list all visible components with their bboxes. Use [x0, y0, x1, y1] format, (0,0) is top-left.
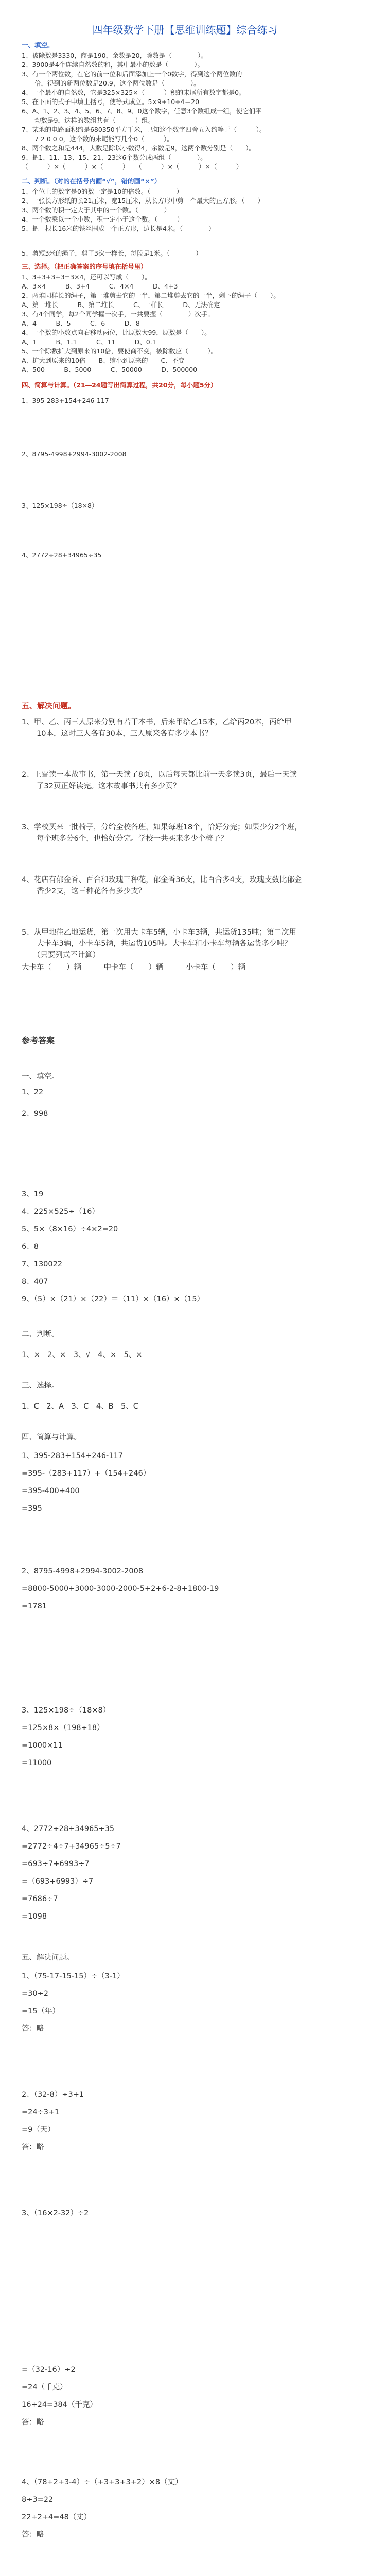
- answer-calc-step: =1781: [22, 1602, 47, 1611]
- judge-line: [22, 234, 351, 242]
- answer-judge-header: 二、判断。: [22, 1330, 59, 1338]
- section-judge-header: 二、判断。（对的在括号内画“√”，错的画“×”）: [22, 177, 161, 185]
- answer-solve-step: =（32-16）÷2: [22, 2366, 76, 2374]
- choice-line: A、3×4 B、3+4 C、4×4 D、4+3: [22, 282, 178, 290]
- answer-calc-step: =125×8×（198÷18）: [22, 1724, 104, 1732]
- answer-solve-header: 五、解决问题。: [22, 1954, 74, 1962]
- answer-calc-step: =395: [22, 1504, 42, 1513]
- choice-line: 4、一个数的小数点向右移动两位，比原数大99，原数是（ ）。: [22, 329, 211, 336]
- answer-solve-step: =30÷2: [22, 1990, 48, 1998]
- choice-line: A、500 B、5000 C、50000 D、500000: [22, 366, 198, 374]
- fill-line: 7 2 0 0 0，这个数的末尾能写几个0（ ）。: [22, 135, 173, 143]
- answer-fill-header: 一、填空。: [22, 1073, 59, 1081]
- answer-solve-step: 2、（32-8）÷3+1: [22, 2091, 84, 2099]
- solve-problem: 10本，这时三人各有30本，三人原来各有多少本书？: [22, 730, 213, 738]
- answer-solve-step: 8÷3=22: [22, 2496, 54, 2504]
- answer-calc-step: =1098: [22, 1912, 47, 1921]
- answer-calc-step: =（693+6993）÷7: [22, 1877, 94, 1886]
- choice-line: 3、有4个同学，每2个同学握一次手，一共要握（ ）次手。: [22, 310, 214, 318]
- answer-fill-item: 3、19: [22, 1190, 44, 1198]
- choice-line: 2、两堆同样长的绳子，第一堆剪去它的一半，第二堆剪去它的一半，剩下的绳子（ ）。: [22, 292, 280, 299]
- answer-calc-step: 4、2772÷28+34965÷35: [22, 1825, 115, 1833]
- solve-problem: 大卡车3辆，小卡车5辆，共运货105吨。大卡车和小卡车每辆各运货多少吨？: [22, 940, 292, 948]
- choice-line: 1、3+3+3+3=3×4，还可以写成（ ）。: [22, 273, 151, 281]
- solve-problem: 4、花店有郁金香、百合和玫瑰三种花，郁金香36支，比百合多4支，玫瑰支数比郁金: [22, 876, 302, 884]
- answer-fill-item: 4、225×525÷（16）: [22, 1208, 99, 1216]
- section-choice-header: 三、选择。（把正确答案的序号填在括号里）: [22, 263, 147, 270]
- choice-line: A、扩大到原来的10倍 B、缩小到原来的 C、不变: [22, 357, 185, 364]
- answer-solve-step: 答：略: [22, 2143, 44, 2151]
- answer-solve-step: 1、（75-17-15-15）÷（3-1）: [22, 1972, 125, 1980]
- fill-line: 均数是9，这样的数组共有（ ）组。: [22, 116, 154, 124]
- solve-problem: 了32页正好读完。这本故事书共有多少页？: [22, 782, 181, 790]
- solve-problem: 2、王雪读一本故事书，第一天读了8页，以后每天都比前一天多读3页，最后一天读: [22, 771, 297, 779]
- judge-line: 4、一个数乘以一个小数，积一定小于这个数。（ ）: [22, 215, 184, 223]
- answer-calc-step: 2、8795-4998+2994-3002-2008: [22, 1567, 144, 1575]
- answer-calc-step: =395-（283+117）+（154+246）: [22, 1469, 151, 1478]
- judge-line: 5、把一根长16米的铁丝围成一个正方形，边长是4米。（ ）: [22, 225, 215, 232]
- calc-problem: 4、2772÷28+34965÷35: [22, 551, 102, 559]
- answer-fill-item: 8、407: [22, 1278, 48, 1286]
- calc-problem: 3、125×198÷（18×8）: [22, 502, 98, 510]
- section-calc-header: 四、简算与计算。（21―24题写出简算过程，共20分，每小题5分）: [22, 381, 217, 389]
- answer-calc-step: 1、395-283+154+246-117: [22, 1452, 123, 1460]
- answer-solve-step: 答：略: [22, 2025, 44, 2033]
- solve-problem: 5、从甲地往乙地运货，第一次用大卡车5辆，小卡车3辆，共运货135吨；第二次用: [22, 928, 296, 937]
- answer-key-heading: 参考答案: [22, 1036, 55, 1045]
- fill-line: 1、被除数是3330，商是190，余数是20，除数是（ ）。: [22, 52, 207, 59]
- calc-problem: 1、395-283+154+246-117: [22, 397, 109, 404]
- choice-line: 5、一个除数扩大到原来的10倍，要使商不变，被除数应（ ）。: [22, 347, 218, 355]
- judge-line: 3、两个数的积一定大于其中的一个数。（ ）: [22, 206, 171, 214]
- fill-line: （ ）×（ ）×（ ）＝（ ）×（ ）×（ ）: [22, 163, 243, 171]
- fill-line: 9、把1、11、13、15、21、23这6个数分成两组（ ）。: [22, 154, 207, 161]
- fill-line: 8、两个数之和是444，大数是除以小数得4，余数是9，这两个数分别是（ ）。: [22, 144, 255, 152]
- answer-solve-step: 答：略: [22, 2418, 44, 2427]
- answer-fill-item: 5、5×（8×16）÷4×2=20: [22, 1225, 118, 1233]
- fill-line: 7、某地的电路面积约是680350平方千米，已知这个数字四舍五入约等于（ ）。: [22, 126, 266, 133]
- answer-solve-step: =24（千克）: [22, 2383, 67, 2392]
- solve-problem: 每个班多分6个，也恰好分完。学校一共买来多少个椅子？: [22, 835, 228, 843]
- solve-problem: 香少2支，这三种花各有多少支？: [22, 887, 146, 895]
- answer-fill-item: 9、（5）×（21）×（22）＝（11）×（16）×（15）: [22, 1295, 205, 1303]
- answer-choice-header: 三、选择。: [22, 1382, 59, 1390]
- answer-calc-step: =11000: [22, 1759, 52, 1767]
- answer-calc-step: =7686÷7: [22, 1895, 58, 1903]
- answer-solve-step: =15（年）: [22, 2007, 60, 2015]
- answer-calc-step: =8800-5000+3000-3000-2000-5+2+6-2-8+1800-19: [22, 1585, 219, 1593]
- answer-fill-item: 1、22: [22, 1088, 44, 1096]
- section-fill-header: 一、填空。: [22, 41, 54, 49]
- solve-problem: 1、甲、乙、丙三人原来分别有若干本书，后来甲给乙15本，乙给丙20本，丙给甲: [22, 718, 292, 726]
- choice-line: A、第一堆长 B、第二堆长 C、一样长 D、无法确定: [22, 301, 220, 309]
- answer-solve-step: 3、（16×2-32）÷2: [22, 2209, 89, 2217]
- solve-problem: （只要列式不计算）: [22, 951, 100, 959]
- answer-judge-line: 1、× 2、× 3、√ 4、× 5、×: [22, 1351, 143, 1359]
- section-solve-header: 五、解决问题。: [22, 701, 76, 710]
- answer-calc-step: =2772÷4÷7+34965÷5÷7: [22, 1842, 121, 1851]
- fill-line: 6、A、1、2、3、4、5、6、7、8、9、0这个数字，任意3个数组成一组，使它们平: [22, 107, 262, 115]
- choice-line: A、1 B、1.1 C、11 D、0.1: [22, 338, 156, 346]
- solve-problem: 3、学校买来一批椅子，分给全校各班，如果每班18个，恰好分完；如果少分2个班，: [22, 823, 302, 832]
- fill-line: 3、有一个两位数，在它的前一位和后面添加上一个0数字，得到这个两位数的: [22, 70, 242, 78]
- answer-fill-item: 2、998: [22, 1110, 48, 1118]
- answer-solve-step: 22+2+4=48（丈）: [22, 2513, 92, 2521]
- page-title: 四年级数学下册【思维训练题】综合练习: [92, 24, 278, 36]
- fill-line: 2、3900是4个连续自然数的和，其中最小的数是（ ）。: [22, 61, 204, 69]
- answer-calc-step: =1000×11: [22, 1741, 63, 1750]
- answer-fill-item: 6、8: [22, 1243, 39, 1251]
- answer-fill-item: 7、130022: [22, 1260, 63, 1268]
- answer-solve-step: 16+24=384（千克）: [22, 2401, 97, 2409]
- answer-solve-step: =24÷3+1: [22, 2108, 60, 2116]
- choice-line: A、4 B、5 C、6 D、8: [22, 319, 140, 327]
- answer-solve-step: 答：略: [22, 2531, 44, 2539]
- answer-solve-step: 4、（78+2+3-4）÷（+3+3+3+2）×8（丈）: [22, 2478, 183, 2486]
- answer-choice-line: 1、C 2、A 3、C 4、B 5、C: [22, 1402, 138, 1411]
- fill-line: 4、一个最小的自然数，它是325×325×（ ）积的末尾所有数字都是0。: [22, 89, 245, 96]
- judge-line: 5、剪短3米的绳子，剪了3次一样长，每段是1米。（ ）: [22, 249, 202, 257]
- judge-line: 1、个位上的数字是0的数一定是10的倍数。（ ）: [22, 188, 183, 195]
- answer-calc-step: =693÷7+6993÷7: [22, 1860, 90, 1868]
- answer-calc-step: 3、125×198÷（18×8）: [22, 1706, 111, 1715]
- fill-line: 倍，得到的新两位数是20.9，这个两位数是（ ）。: [22, 79, 200, 87]
- judge-line: 2、一张长方形纸的长21厘米，宽15厘米，从长方形中剪一个最大的正方形。（ ）: [22, 197, 265, 205]
- vehicle-answer-line: 大卡车（ ）辆 中卡车（ ）辆 小卡车（ ）辆: [22, 963, 245, 972]
- answer-calc-step: =395-400+400: [22, 1487, 80, 1495]
- fill-line: 5、在下面的式子中填上括号，使等式成立。5×9+10÷4＝20: [22, 98, 200, 106]
- answer-calc-header: 四、简算与计算。: [22, 1433, 81, 1442]
- calc-problem: 2、8795-4998+2994-3002-2008: [22, 450, 127, 458]
- answer-solve-step: =9（天）: [22, 2126, 55, 2134]
